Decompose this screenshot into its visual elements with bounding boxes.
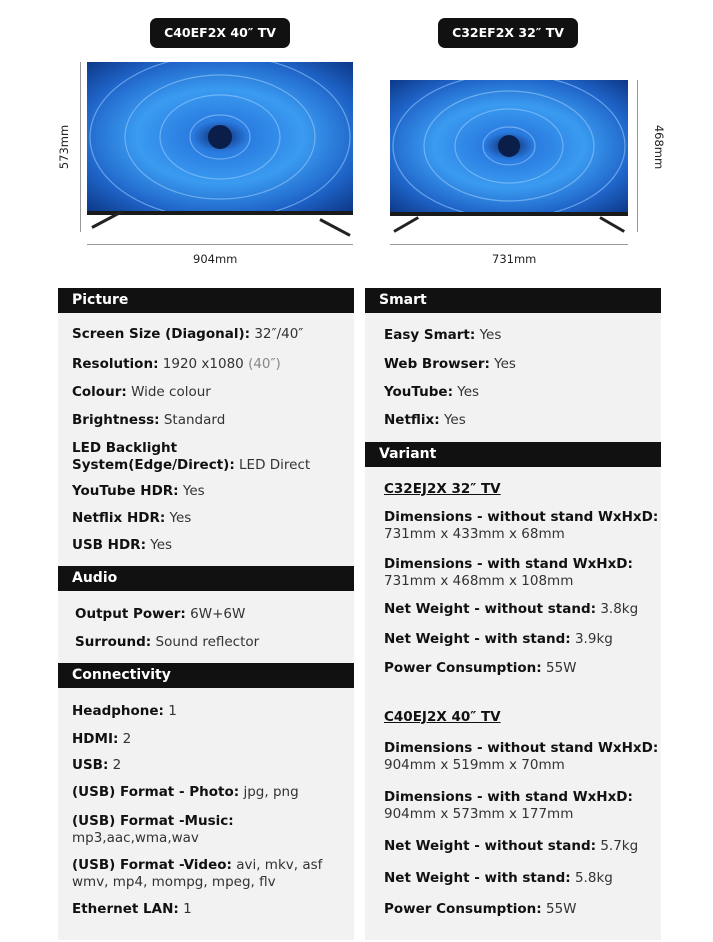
- netflix-hdr-row: Netflix HDR: Yes: [72, 510, 192, 526]
- audio-heading: Audio: [58, 566, 354, 591]
- tv-left-bezel: [87, 211, 353, 215]
- v32-dim-without-row: Dimensions - without stand WxHxD: 731mm x 433mm x 68mm: [384, 509, 659, 542]
- easy-smart-row: Easy Smart: Yes: [384, 327, 502, 343]
- usb-photo-row: (USB) Format - Photo: jpg, png: [72, 784, 299, 800]
- tv-left-width-line: [87, 244, 353, 245]
- v32-weight-without-row: Net Weight - without stand: 3.8kg: [384, 601, 639, 617]
- tv-right-height-line: [637, 80, 638, 232]
- tv-right-bezel: [390, 212, 628, 216]
- usb-row: USB: 2: [72, 757, 122, 773]
- v40-dim-without-row: Dimensions - without stand WxHxD: 904mm x 519mm x 70mm: [384, 740, 659, 773]
- v40-dim-with-row: Dimensions - with stand WxHxD: 904mm x 573mm x 177mm: [384, 789, 633, 822]
- surround-row: Surround: Sound reflector: [75, 634, 260, 650]
- netflix-row: Netflix: Yes: [384, 412, 466, 428]
- tv-right-width-line: [390, 244, 628, 245]
- tv-right-width-label: 731mm: [492, 252, 537, 266]
- web-browser-row: Web Browser: Yes: [384, 356, 516, 372]
- youtube-hdr-row: YouTube HDR: Yes: [72, 483, 205, 499]
- usb-video-row: (USB) Format -Video: avi, mkv, asf wmv, mp4, mompg, mpeg, flv: [72, 857, 323, 890]
- tv-right-height-label: 468mm: [652, 124, 667, 170]
- v40-weight-without-row: Net Weight - without stand: 5.7kg: [384, 838, 639, 854]
- variant-heading: Variant: [365, 442, 661, 467]
- tv-left-width-label: 904mm: [193, 252, 238, 266]
- v32-weight-with-row: Net Weight - with stand: 3.9kg: [384, 631, 613, 647]
- tv-left-screen: [87, 62, 353, 211]
- ethernet-row: Ethernet LAN: 1: [72, 901, 192, 917]
- tv-right-screen: [390, 80, 628, 212]
- usb-music-row: (USB) Format -Music: mp3,aac,wma,wav: [72, 813, 234, 846]
- headphone-row: Headphone: 1: [72, 703, 177, 719]
- usb-hdr-row: USB HDR: Yes: [72, 537, 173, 553]
- tv-right-stand-left: [393, 216, 419, 233]
- youtube-row: YouTube: Yes: [384, 384, 480, 400]
- v40-weight-with-row: Net Weight - with stand: 5.8kg: [384, 870, 613, 886]
- variant-40-title: C40EJ2X 40″ TV: [384, 709, 501, 725]
- v32-dim-with-row: Dimensions - with stand WxHxD: 731mm x 468mm x 108mm: [384, 556, 633, 589]
- flower-image: [390, 80, 628, 212]
- led-backlight-row: LED Backlight System(Edge/Direct): LED Direct: [72, 440, 311, 473]
- tv-right-stand-right: [599, 216, 625, 233]
- brightness-row: Brightness: Standard: [72, 412, 226, 428]
- resolution-row: Resolution: 1920 x1080 (40″): [72, 356, 281, 372]
- tv-left-title: C40EF2X 40″ TV: [150, 18, 290, 48]
- flower-image: [87, 62, 353, 211]
- picture-heading: Picture: [58, 288, 354, 313]
- variant-32-title: C32EJ2X 32″ TV: [384, 481, 501, 497]
- v32-power-row: Power Consumption: 55W: [384, 660, 577, 676]
- tv-left-stand-right: [319, 218, 350, 237]
- hdmi-row: HDMI: 2: [72, 731, 132, 747]
- connectivity-heading: Connectivity: [58, 663, 354, 688]
- tv-left-height-line: [80, 62, 81, 232]
- output-power-row: Output Power: 6W+6W: [75, 606, 246, 622]
- v40-power-row: Power Consumption: 55W: [384, 901, 577, 917]
- screen-size-row: Screen Size (Diagonal): 32″/40″: [72, 326, 304, 342]
- tv-left-height-label: 573mm: [57, 124, 72, 170]
- smart-heading: Smart: [365, 288, 661, 313]
- colour-row: Colour: Wide colour: [72, 384, 211, 400]
- tv-right-title: C32EF2X 32″ TV: [438, 18, 578, 48]
